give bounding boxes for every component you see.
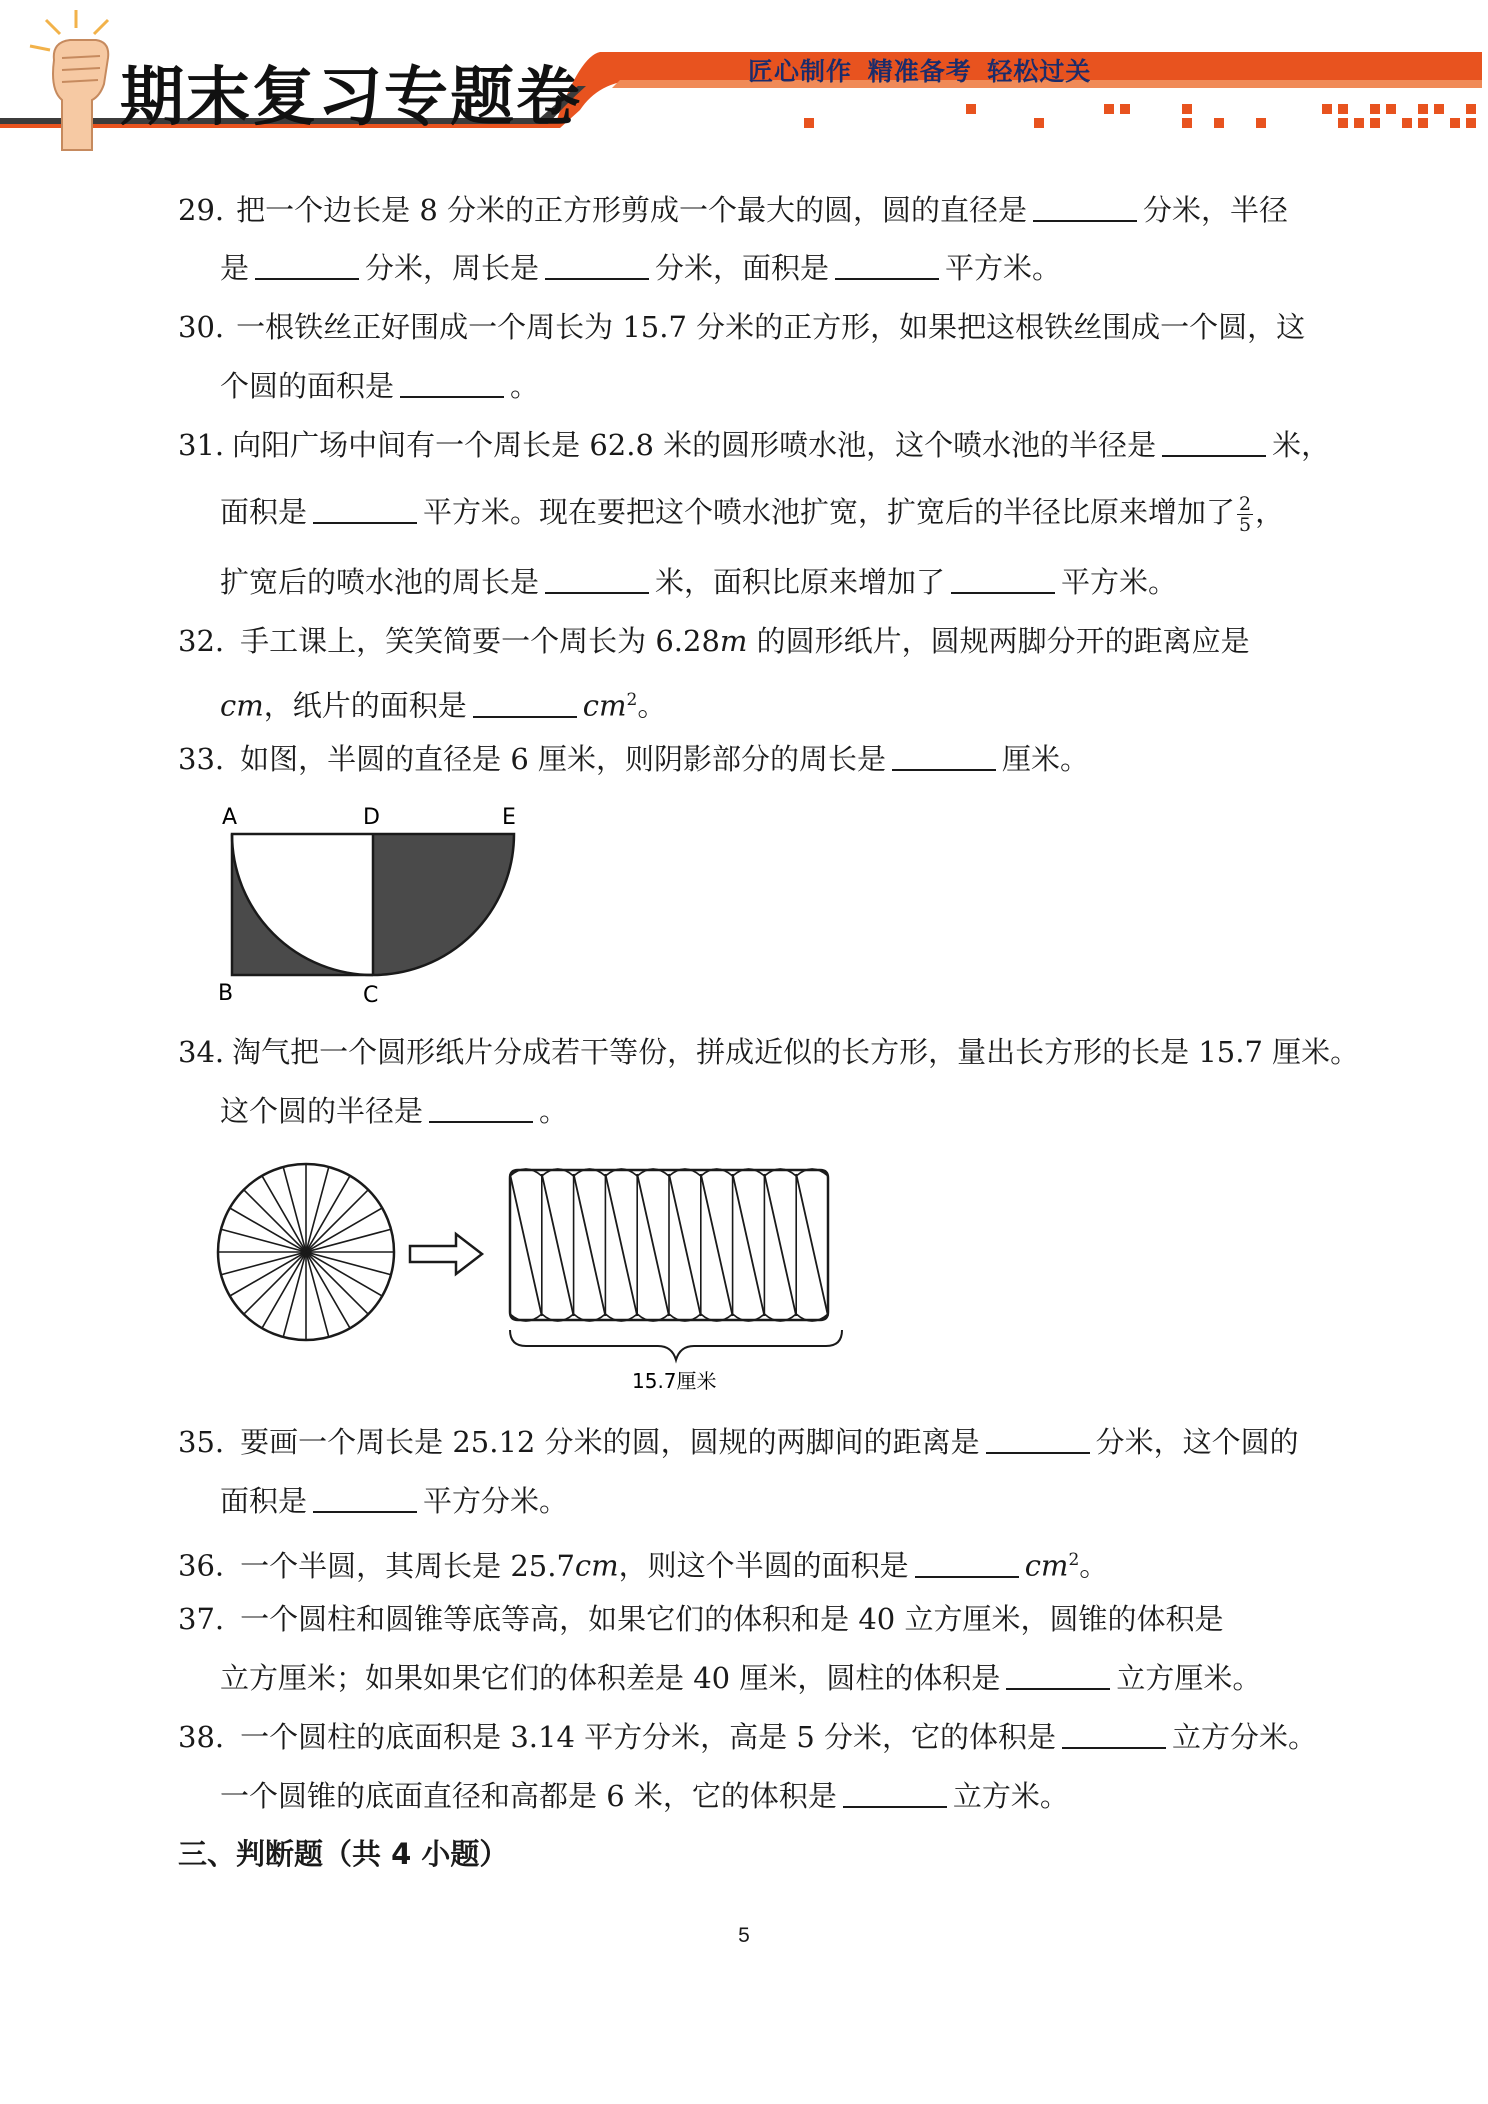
header-slogan: 匠心制作 精准备考 轻松过关 xyxy=(748,57,1092,86)
question-number: 37. xyxy=(178,1602,225,1636)
question-31-line-1 xyxy=(178,425,1330,465)
question-text: 立方米。 xyxy=(952,1779,1069,1813)
figure-33-semicircle xyxy=(210,800,540,1010)
question-text: 立方分米。 xyxy=(1172,1720,1318,1754)
section-heading: 三、判断题（共 4 小题） xyxy=(178,1837,509,1871)
answer-blank[interactable] xyxy=(255,250,359,280)
fist-icon xyxy=(30,10,108,150)
question-30-line-2 xyxy=(220,366,539,406)
answer-blank[interactable] xyxy=(951,564,1055,594)
point-label-A: A xyxy=(222,805,238,830)
question-text: 要画一个周长是 25.12 分米的圆，圆规的两脚间的距离是 xyxy=(240,1425,980,1459)
question-text: 面积是 xyxy=(220,495,308,529)
question-31-line-2 xyxy=(220,492,1284,535)
answer-blank[interactable] xyxy=(313,494,417,524)
question-text: 面积是 xyxy=(220,1484,308,1518)
question-text: ， xyxy=(1255,495,1285,529)
unit-exponent: 2 xyxy=(1068,1550,1080,1570)
question-text: 分米，半径 xyxy=(1143,193,1289,227)
answer-blank[interactable] xyxy=(545,564,649,594)
question-text: 。 xyxy=(539,1094,569,1128)
page-header xyxy=(0,0,1488,160)
question-text: 的圆形纸片，圆规两脚分开的距离应是 xyxy=(747,624,1250,658)
figure-34-circle-to-rectangle xyxy=(210,1150,850,1400)
question-text: 一个圆柱和圆锥等底等高，如果它们的体积和是 40 立方厘米，圆锥的体积是 xyxy=(240,1602,1224,1636)
length-caption: 15.7厘米 xyxy=(632,1369,717,1393)
question-text: ，则这个半圆的面积是 xyxy=(618,1548,909,1583)
point-label-B: B xyxy=(218,981,234,1006)
question-text: 把一个边长是 8 分米的正方形剪成一个最大的圆，圆的直径是 xyxy=(236,193,1028,227)
question-text: 一个半圆，其周长是 25.7 xyxy=(240,1548,575,1583)
unit: cm xyxy=(220,688,264,723)
answer-blank[interactable] xyxy=(892,741,996,771)
question-number: 35. xyxy=(178,1425,225,1459)
question-number: 32. xyxy=(178,624,225,658)
question-number: 31. xyxy=(178,428,225,462)
answer-blank[interactable] xyxy=(915,1548,1019,1578)
fraction-two-fifths: $\frac{2}{5}$ xyxy=(1239,492,1252,536)
question-text: 分米，周长是 xyxy=(365,251,540,285)
question-text: 淘气把一个圆形纸片分成若干等份，拼成近似的长方形，量出长方形的长是 15.7 厘米。 xyxy=(232,1035,1360,1069)
question-text: 平方米。 xyxy=(1061,565,1178,599)
question-text: 立方厘米。 xyxy=(1116,1661,1262,1695)
question-text: ，纸片的面积是 xyxy=(263,688,467,723)
question-35-line-2 xyxy=(220,1481,568,1521)
answer-blank[interactable] xyxy=(843,1778,947,1808)
approx-rectangle xyxy=(510,1169,828,1321)
question-text: 一个圆锥的底面直径和高都是 6 米，它的体积是 xyxy=(220,1779,837,1813)
question-text: 手工课上，笑笑简要一个周长为 6.28 xyxy=(240,624,720,658)
question-34-line-1 xyxy=(178,1032,1359,1072)
question-37-line-1 xyxy=(178,1599,1223,1639)
question-35-line-1 xyxy=(178,1422,1299,1462)
answer-blank[interactable] xyxy=(400,368,504,398)
answer-blank[interactable] xyxy=(1162,427,1266,457)
question-text: 向阳广场中间有一个周长是 62.8 米的圆形喷水池，这个喷水池的半径是 xyxy=(232,428,1157,462)
point-label-D: D xyxy=(363,805,380,830)
question-32-line-1 xyxy=(178,621,1250,661)
question-text: 米， xyxy=(1272,428,1331,462)
question-text: 平方分米。 xyxy=(423,1484,569,1518)
question-text: 平方米。现在要把这个喷水池扩宽，扩宽后的半径比原来增加了 xyxy=(423,495,1236,529)
question-38-line-2 xyxy=(220,1776,1069,1816)
question-text: 分米，这个圆的 xyxy=(1095,1425,1299,1459)
answer-blank[interactable] xyxy=(1006,1660,1110,1690)
question-32-line-2 xyxy=(220,680,666,726)
question-text: 扩宽后的喷水池的周长是 xyxy=(220,565,540,599)
brace xyxy=(510,1330,842,1360)
question-34-line-2 xyxy=(220,1091,568,1131)
question-text: 一个圆柱的底面积是 3.14 平方分米，高是 5 分米，它的体积是 xyxy=(240,1720,1057,1754)
question-36-line-1 xyxy=(178,1540,1108,1586)
question-text: 分米，面积是 xyxy=(655,251,830,285)
question-number: 34. xyxy=(178,1035,225,1069)
question-30-line-1 xyxy=(178,307,1305,347)
question-37-line-2 xyxy=(220,1658,1261,1698)
question-text: 。 xyxy=(510,369,540,403)
answer-blank[interactable] xyxy=(313,1483,417,1513)
question-text: 立方厘米；如果如果它们的体积差是 40 厘米，圆柱的体积是 xyxy=(220,1661,1001,1695)
question-text: 个圆的面积是 xyxy=(220,369,395,403)
question-text: 如图，半圆的直径是 6 厘米，则阴影部分的周长是 xyxy=(240,742,887,776)
question-33-line-1 xyxy=(178,739,1089,779)
answer-blank[interactable] xyxy=(545,250,649,280)
question-29-line-2 xyxy=(220,248,1061,288)
answer-blank[interactable] xyxy=(835,250,939,280)
page-number: 5 xyxy=(738,1924,750,1947)
question-number: 29. xyxy=(178,193,225,227)
answer-blank[interactable] xyxy=(473,688,577,718)
question-text: 一根铁丝正好围成一个周长为 15.7 分米的正方形，如果把这根铁丝围成一个圆，这 xyxy=(236,310,1306,344)
unit: m xyxy=(719,624,748,658)
question-number: 36. xyxy=(178,1548,225,1583)
point-label-C: C xyxy=(363,983,379,1008)
question-31-line-3 xyxy=(220,562,1177,602)
question-number: 33. xyxy=(178,742,225,776)
question-number: 38. xyxy=(178,1720,225,1754)
answer-blank[interactable] xyxy=(986,1424,1090,1454)
unit: cm xyxy=(1024,1548,1069,1583)
point-label-E: E xyxy=(502,805,516,830)
question-number: 30. xyxy=(178,310,225,344)
question-text: 这个圆的半径是 xyxy=(220,1094,424,1128)
question-text: 平方米。 xyxy=(945,251,1062,285)
answer-blank[interactable] xyxy=(429,1093,533,1123)
answer-blank[interactable] xyxy=(1033,192,1137,222)
question-text: 。 xyxy=(637,688,667,723)
shaded-quarter-circle xyxy=(373,834,514,975)
page-title: 期末复习专题卷 xyxy=(120,61,582,135)
question-text: 厘米。 xyxy=(1002,742,1090,776)
question-38-line-1 xyxy=(178,1717,1317,1757)
question-29-line-1 xyxy=(178,190,1288,230)
question-text: 。 xyxy=(1079,1548,1109,1583)
divided-circle xyxy=(218,1164,394,1340)
unit: cm xyxy=(582,688,627,723)
unit: cm xyxy=(574,1548,619,1583)
answer-blank[interactable] xyxy=(1062,1719,1166,1749)
arrow-right-icon xyxy=(410,1234,482,1274)
question-text: 是 xyxy=(220,251,250,285)
decorative-dots xyxy=(804,104,1476,128)
unit-exponent: 2 xyxy=(626,690,638,710)
question-text: 米，面积比原来增加了 xyxy=(655,565,946,599)
